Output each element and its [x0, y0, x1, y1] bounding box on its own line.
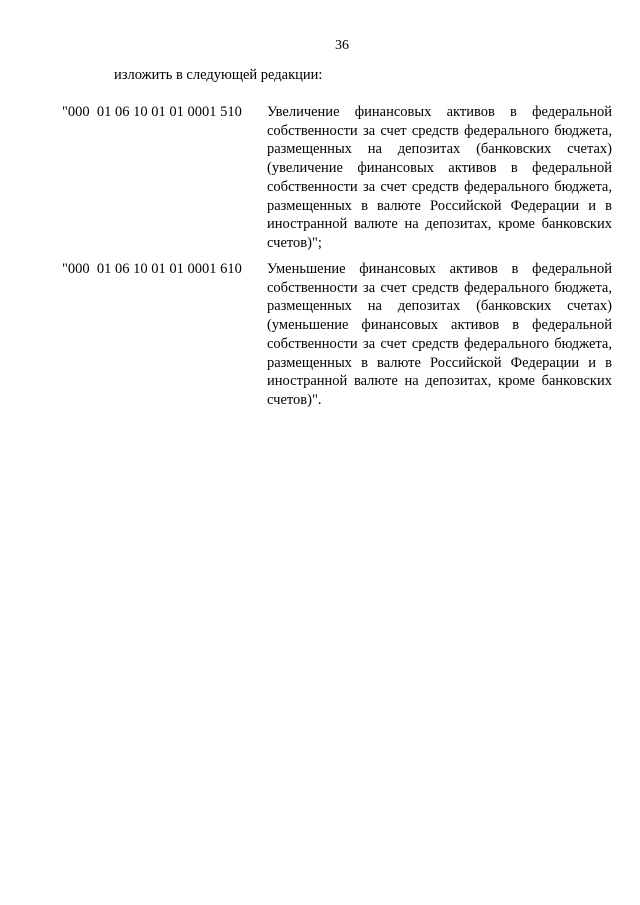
page-number: 36: [335, 38, 349, 53]
budget-code-description: Увеличение финансовых активов в федеральной собственности за счет средств федерального бюджета, размещенных на депозитах (банковских счетах) (увеличение финансовых активов в федеральной собственности за счет средств федерального бюджета, размещенных в валюте Российской Федерации и в иностранной валюте на депозитах, кроме банковских счетов)";: [267, 104, 612, 251]
budget-code-description: Уменьшение финансовых активов в федеральной собственности за счет средств федерального бюджета, размещенных на депозитах (банковских счетах) (уменьшение финансовых активов в федеральной собственности за счет средств федерального бюджета, размещенных в валюте Российской Федерации и в иностранной валюте на депозитах, кроме банковских счетов)".: [267, 261, 612, 408]
budget-code: "000 01 06 10 01 01 0001 610: [62, 261, 242, 277]
intro-text: изложить в следующей редакции:: [114, 67, 323, 83]
budget-code: "000 01 06 10 01 01 0001 510: [62, 104, 242, 120]
